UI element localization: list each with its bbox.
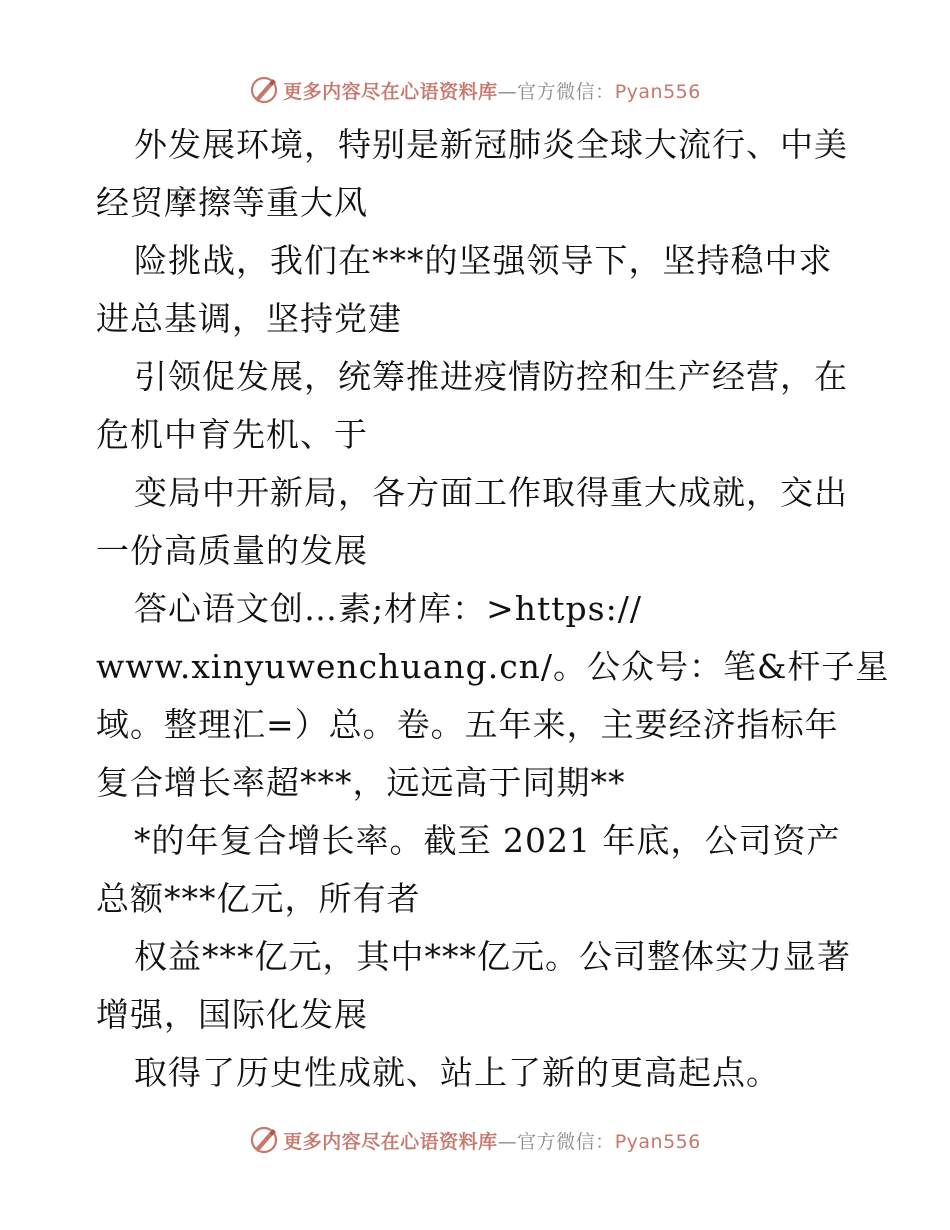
watermark-main-text: 更多内容尽在心语资料库 — [283, 1130, 498, 1153]
watermark-dash: — — [497, 1130, 518, 1153]
pen-logo-icon — [249, 75, 279, 105]
text-line: *的年复合增长率。截至 2021 年底，公司资产 — [134, 821, 841, 860]
watermark-dash: — — [497, 80, 518, 103]
pen-logo-icon — [249, 1125, 279, 1155]
text-line: 域。整理汇=）总。卷。五年来，主要经济指标年 — [96, 705, 839, 744]
text-line: 总额***亿元，所有者 — [96, 879, 421, 918]
watermark-account: Pyan556 — [614, 80, 701, 103]
text-line: 答心语文创…素;材库：>https:// — [134, 589, 642, 628]
header-watermark-text — [283, 77, 701, 104]
text-line: 一份高质量的发展 — [96, 531, 368, 570]
text-line: 取得了历史性成就、站上了新的更高起点。 — [134, 1053, 780, 1092]
header-watermark — [0, 70, 950, 110]
watermark-wechat-label: 官方微信： — [517, 1130, 615, 1153]
text-line: 变局中开新局，各方面工作取得重大成就，交出 — [134, 473, 848, 512]
text-line: www.xinyuwenchuang.cn/。公众号：笔&杆子星 — [96, 647, 890, 686]
text-line: 引领促发展，统筹推进疫情防控和生产经营，在 — [134, 357, 848, 396]
footer-watermark-text — [283, 1127, 701, 1154]
watermark-wechat-label: 官方微信： — [517, 80, 615, 103]
text-line: 外发展环境，特别是新冠肺炎全球大流行、中美 — [134, 125, 848, 164]
text-line: 险挑战，我们在***的坚强领导下，坚持稳中求 — [134, 241, 833, 280]
text-line: 增强，国际化发展 — [96, 995, 368, 1034]
watermark-account: Pyan556 — [614, 1130, 701, 1153]
text-line: 权益***亿元，其中***亿元。公司整体实力显著 — [134, 937, 851, 976]
text-line: 进总基调，坚持党建 — [96, 299, 402, 338]
watermark-main-text: 更多内容尽在心语资料库 — [283, 80, 498, 103]
text-line: 复合增长率超***，远远高于同期** — [96, 763, 626, 802]
text-line: 危机中育先机、于 — [96, 415, 368, 454]
footer-watermark — [0, 1120, 950, 1160]
text-line: 经贸摩擦等重大风 — [96, 183, 368, 222]
